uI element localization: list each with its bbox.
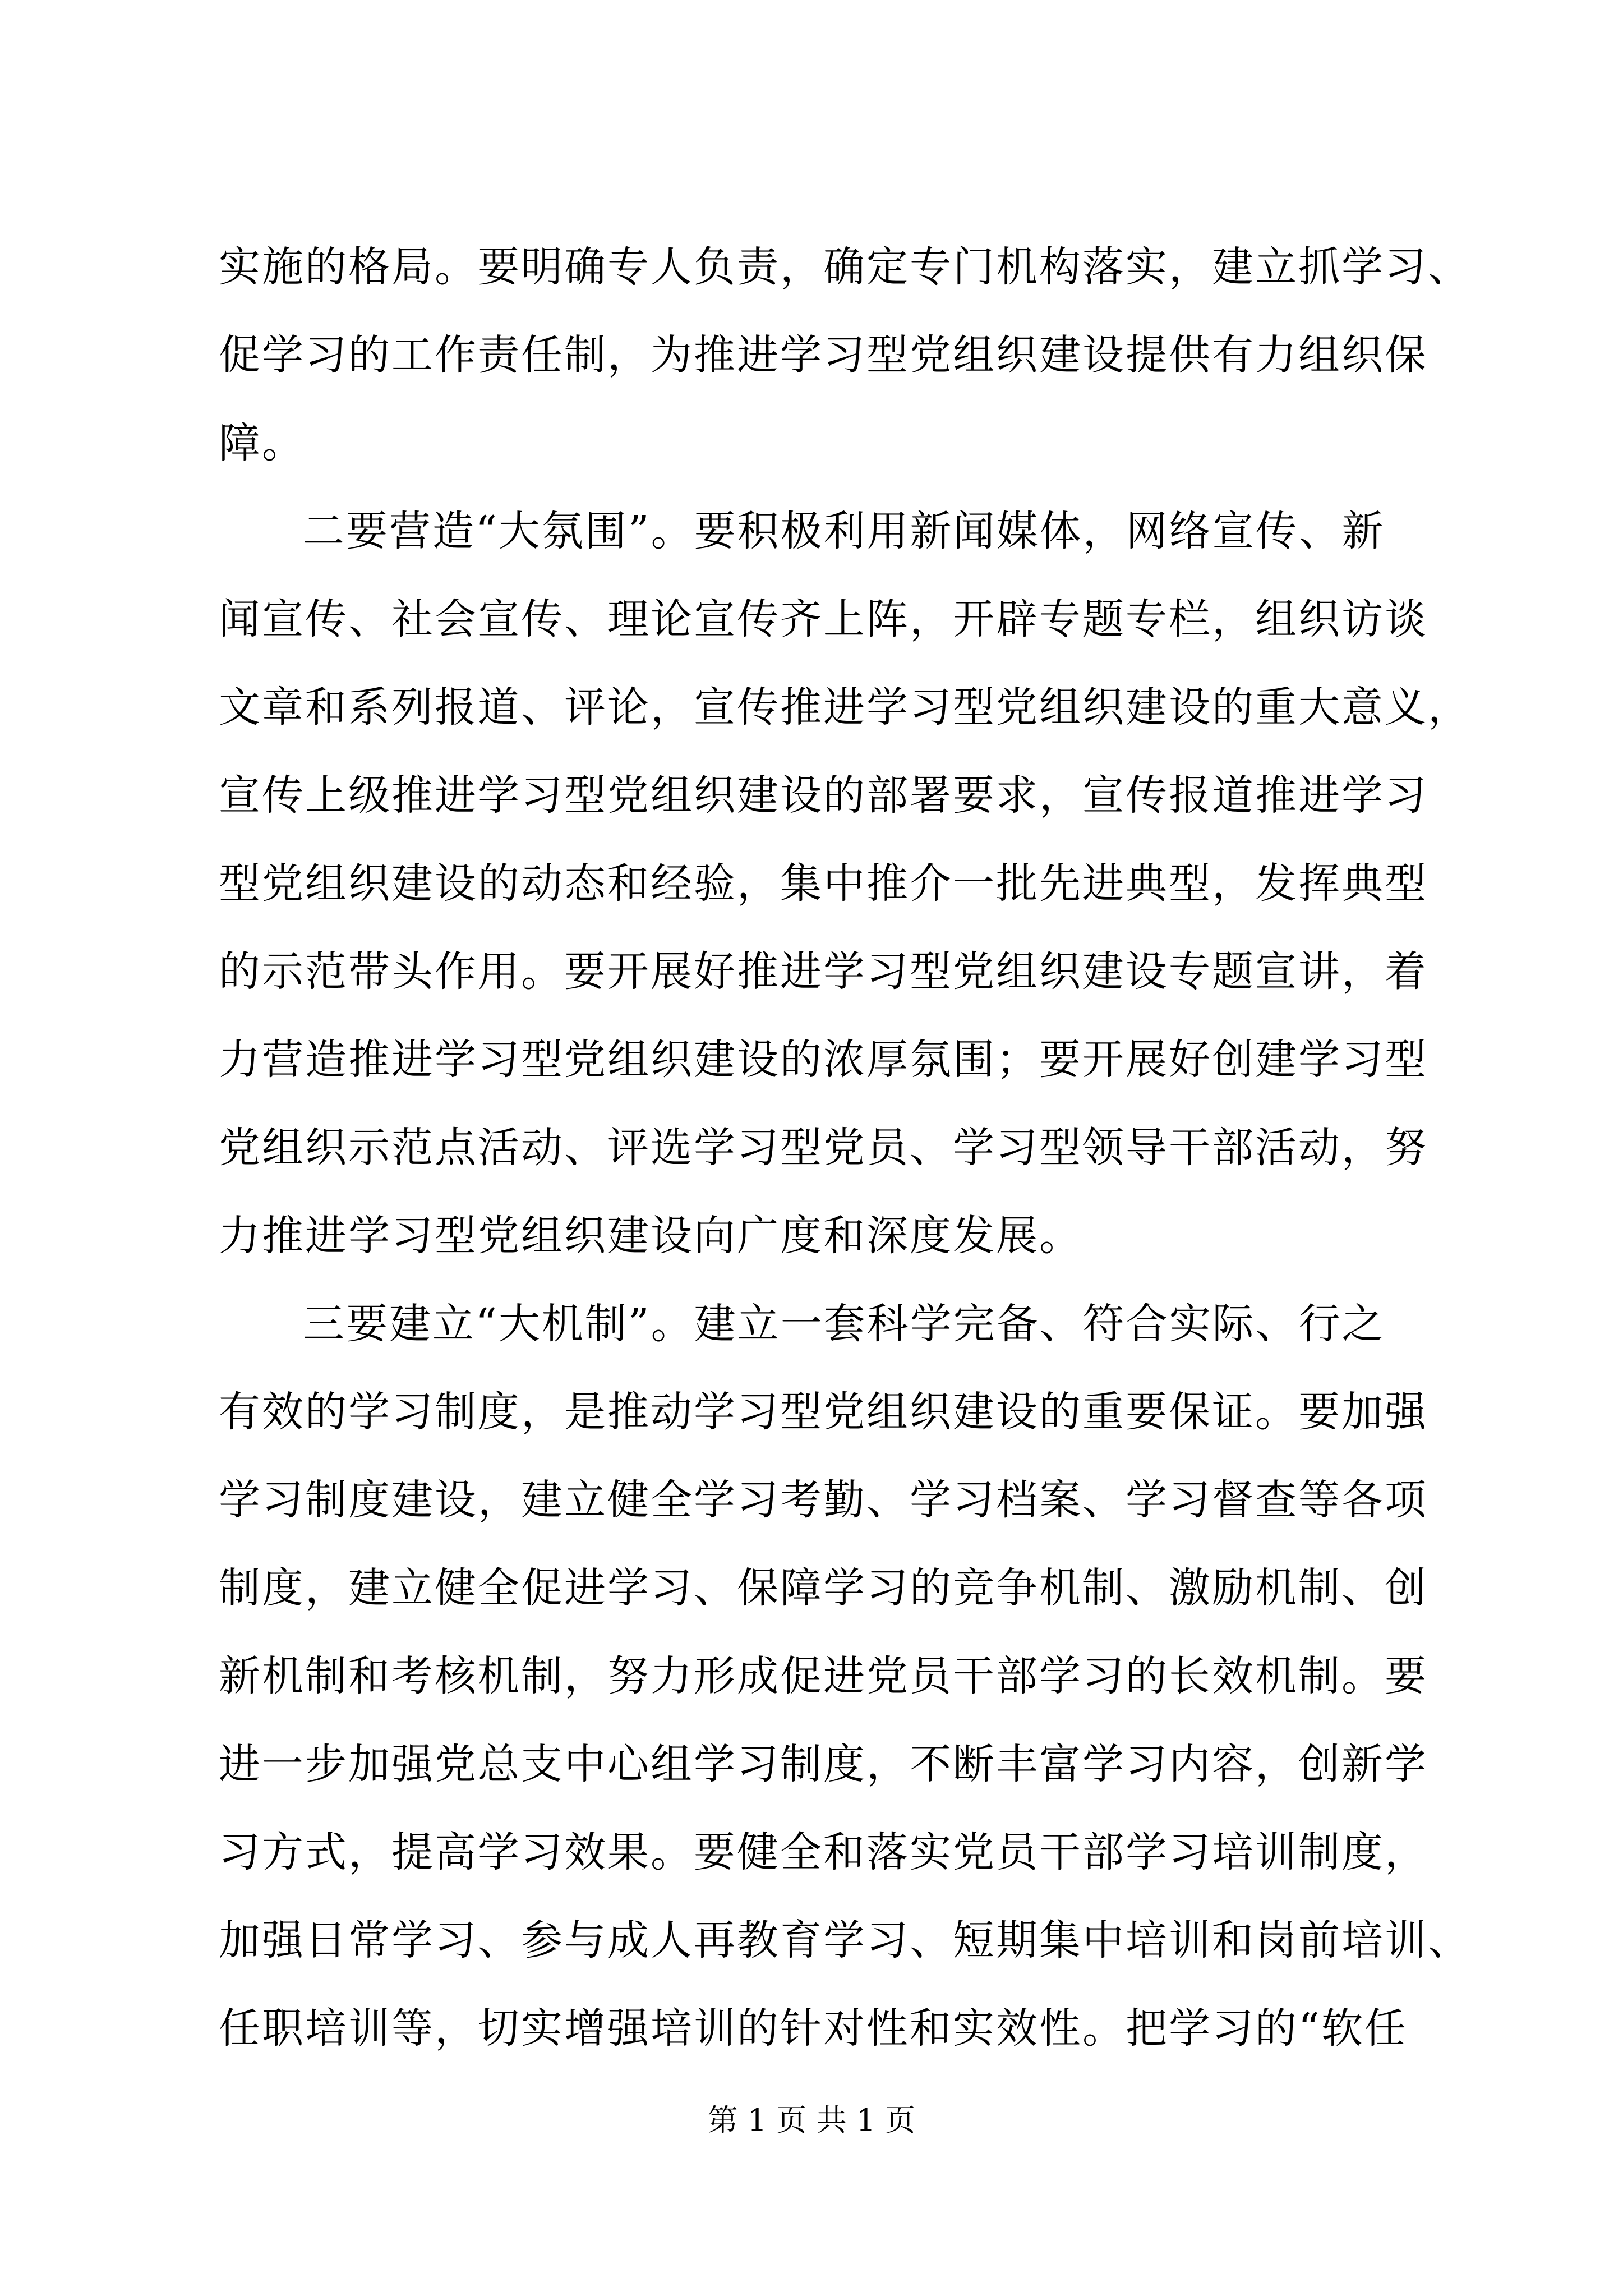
text-line: 实施的格局。要明确专人负责，确定专门机构落实，建立抓学习、 [219,243,1471,291]
paragraph [219,223,1471,487]
text-line: 障。 [219,419,305,467]
text-line: 进一步加强党总支中心组学习制度，不断丰富学习内容，创新学 [219,1740,1428,1788]
text-line: 的示范带头作用。要开展好推进学习型党组织建设专题宣讲，着 [219,947,1428,996]
page-number-footer: 第 1 页 共 1 页 [707,2102,916,2138]
text-line: 文章和系列报道、评论，宣传推进学习型党组织建设的重大意义， [219,683,1471,731]
text-line: 宣传上级推进学习型党组织建设的部署要求，宣传报道推进学习 [219,771,1428,820]
text-line: 二要营造“大氛围”。要积极利用新闻媒体，网络宣传、新 [303,507,1385,555]
text-line: 力推进学习型党组织建设向广度和深度发展。 [219,1212,1082,1260]
text-line: 党组织示范点活动、评选学习型党员、学习型领导干部活动，努 [219,1124,1428,1172]
text-line: 制度，建立健全促进学习、保障学习的竞争机制、激励机制、创 [219,1564,1428,1612]
text-line: 任职培训等，切实增强培训的针对性和实效性。把学习的“软任 [219,2004,1408,2053]
text-line: 有效的学习制度，是推动学习型党组织建设的重要保证。要加强 [219,1388,1428,1436]
text-line: 学习制度建设，建立健全学习考勤、学习档案、学习督查等各项 [219,1476,1428,1524]
document-body [219,223,1471,2073]
text-line: 闻宣传、社会宣传、理论宣传齐上阵，开辟专题专栏，组织访谈 [219,595,1428,643]
text-line: 习方式，提高学习效果。要健全和落实党员干部学习培训制度， [219,1828,1428,1876]
paragraph [219,487,1471,1280]
text-line: 三要建立“大机制”。建立一套科学完备、符合实际、行之 [303,1300,1385,1348]
text-line: 新机制和考核机制，努力形成促进党员干部学习的长效机制。要 [219,1652,1428,1700]
text-line: 促学习的工作责任制，为推进学习型党组织建设提供有力组织保 [219,331,1428,379]
text-line: 力营造推进学习型党组织建设的浓厚氛围；要开展好创建学习型 [219,1036,1428,1084]
text-line: 型党组织建设的动态和经验，集中推介一批先进典型，发挥典型 [219,859,1428,908]
paragraph [219,1280,1471,2073]
text-line: 加强日常学习、参与成人再教育学习、短期集中培训和岗前培训、 [219,1916,1471,1964]
